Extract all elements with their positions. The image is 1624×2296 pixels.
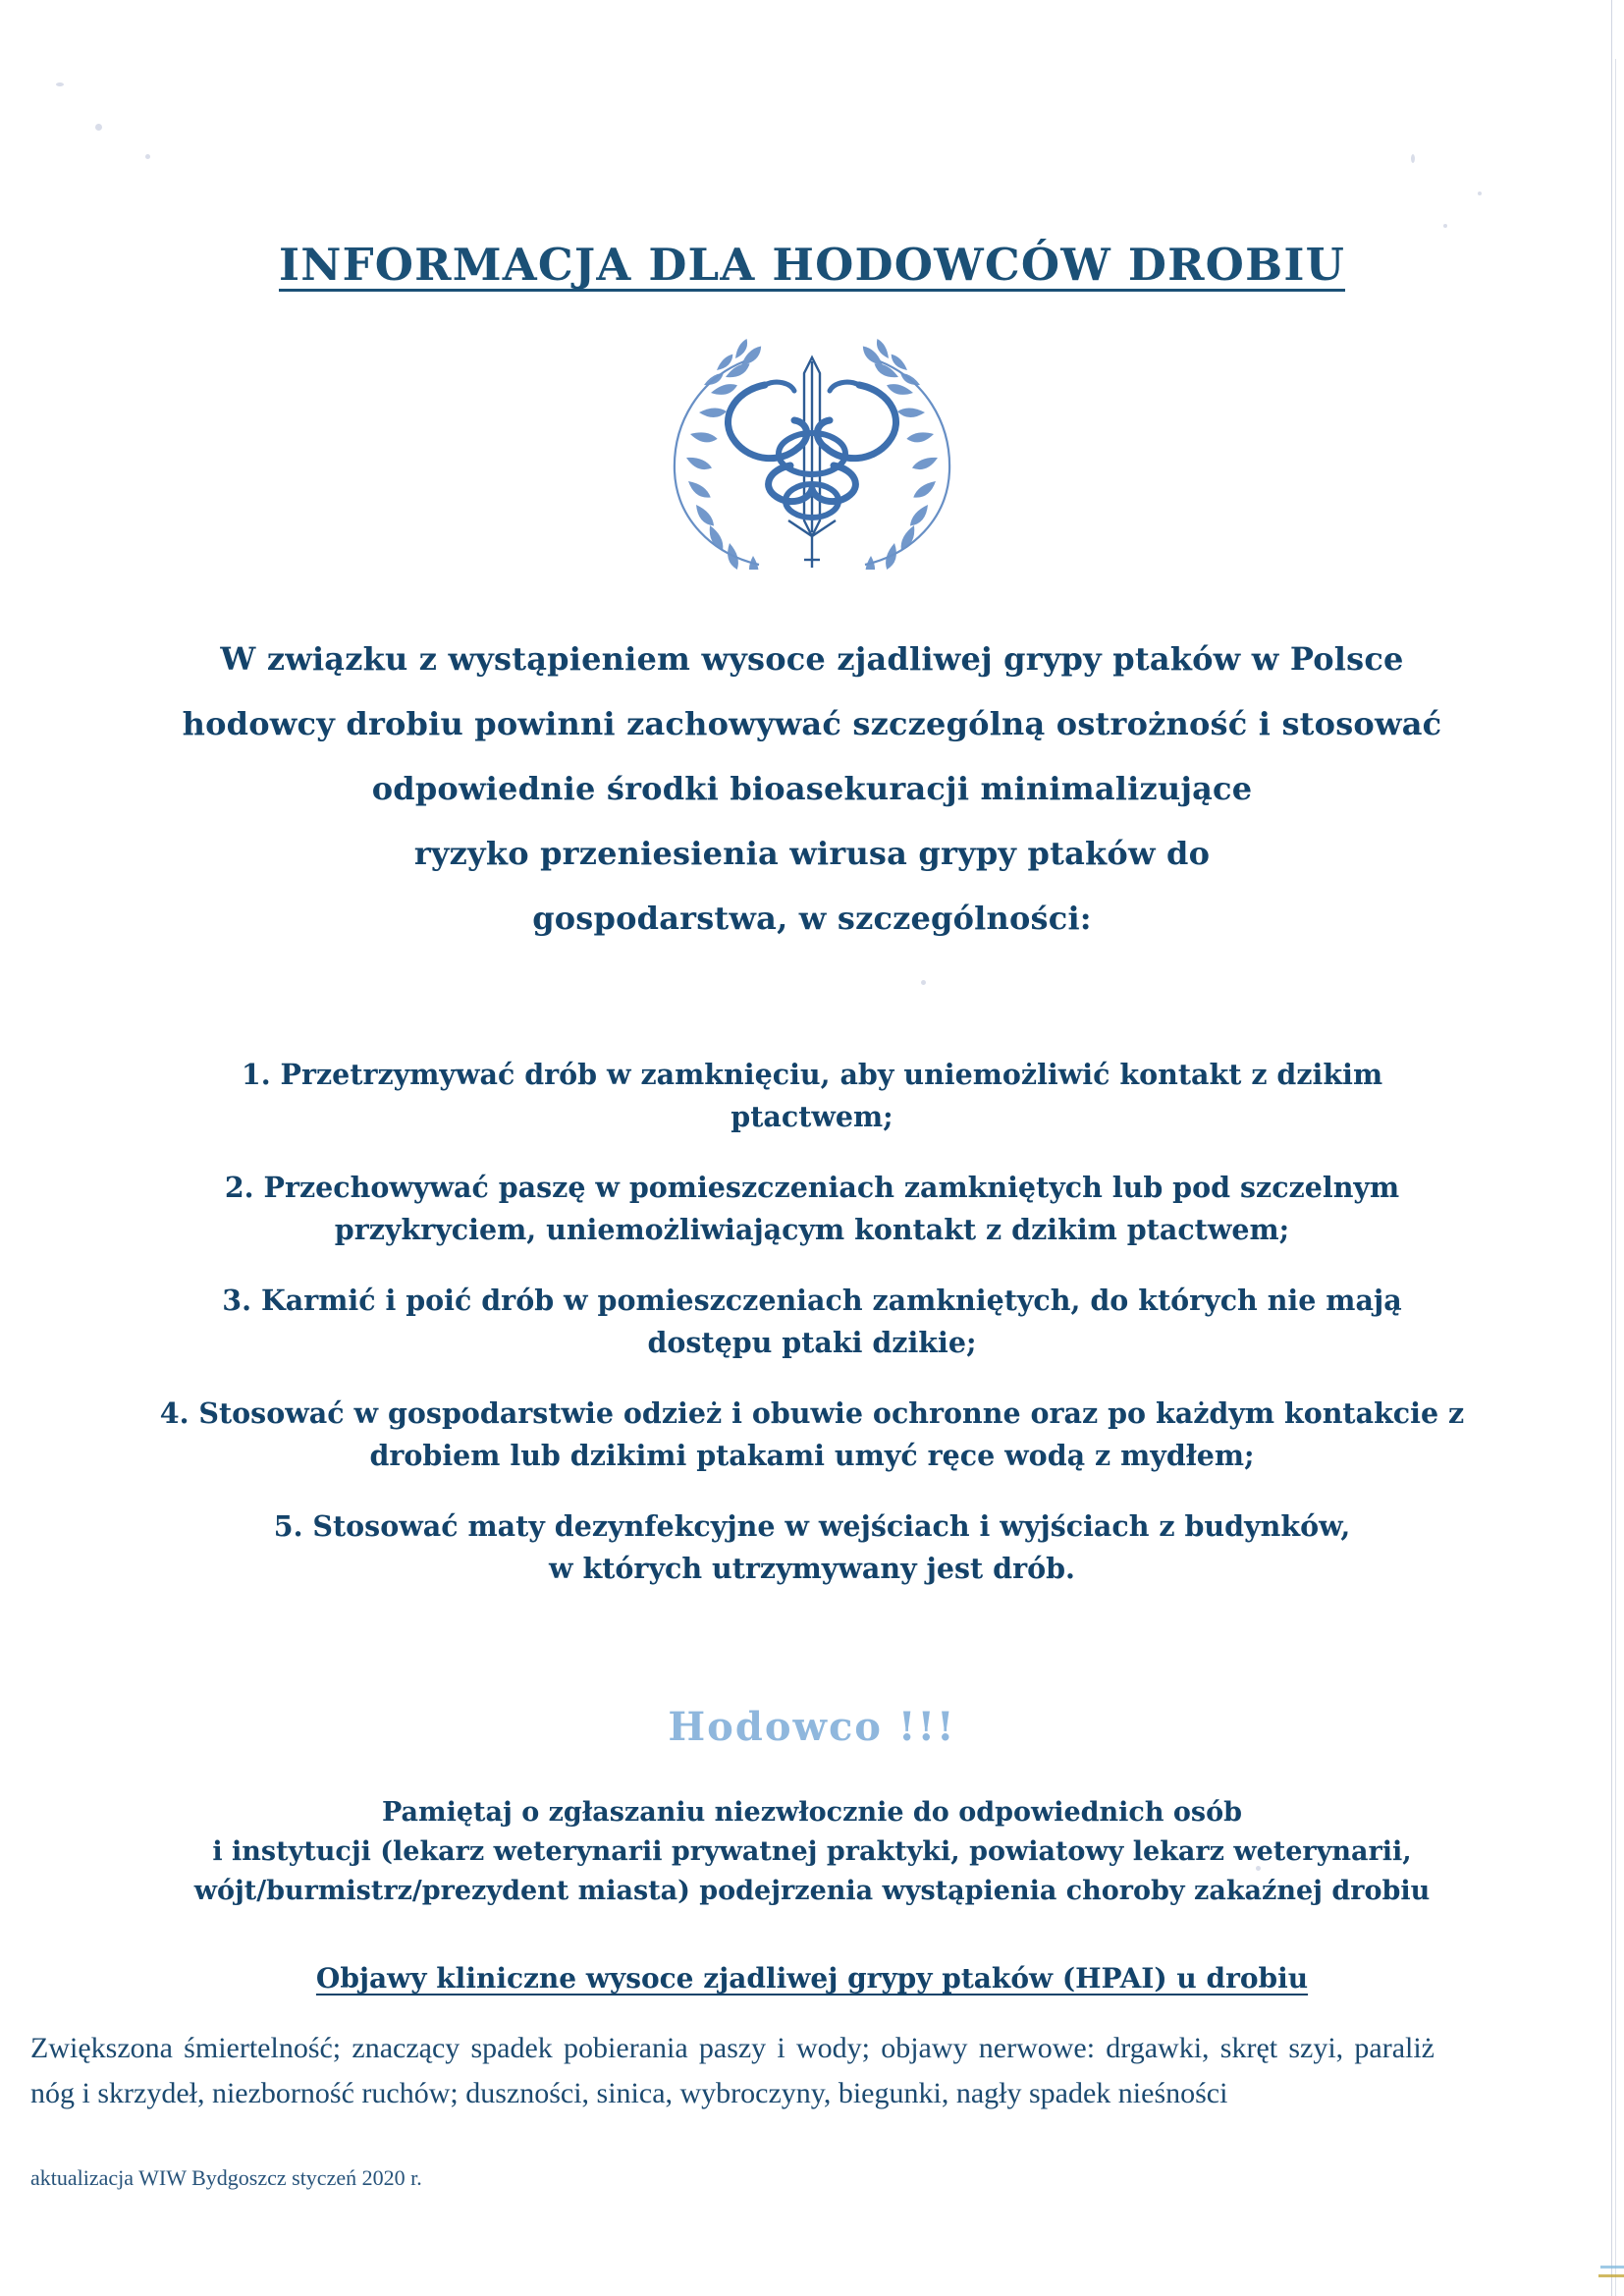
scan-artifact-gold xyxy=(1598,2274,1624,2277)
list-item xyxy=(39,1280,1585,1364)
footer-update-note: aktualizacja WIW Bydgoszcz styczeń 2020 r. xyxy=(30,2165,422,2190)
symptoms-body-text: Zwiększona śmiertelność; znaczący spadek pobierania paszy i wody; objawy nerwowe: drgawki, skręt szyi, paraliż nóg i skrzydeł, niezborność ruchów; duszności, sinica, wybroczyny, biegunki, nagły spadek nieśności xyxy=(30,2032,1435,2109)
scan-speck xyxy=(95,124,102,131)
intro-line: W związku z wystąpieniem wysoce zjadliwej grypy ptaków w Polsce xyxy=(220,640,1404,678)
scan-speck xyxy=(1411,154,1415,163)
intro-line: gospodarstwa, w szczególności: xyxy=(532,900,1092,937)
rule-line: drobiem lub dzikimi ptakami umyć ręce wodą z mydłem; xyxy=(369,1439,1255,1472)
page-title: INFORMACJA DLA HODOWCÓW DROBIU xyxy=(278,239,1346,292)
scan-speck xyxy=(1478,191,1482,195)
list-item xyxy=(39,1505,1585,1590)
intro-paragraph xyxy=(0,627,1624,951)
rule-line: w których utrzymywany jest drób. xyxy=(549,1552,1075,1585)
biosecurity-rules-list xyxy=(39,1054,1585,1618)
scan-edge-line-right xyxy=(1611,0,1612,2296)
intro-line: ryzyko przeniesienia wirusa grypy ptaków do xyxy=(413,835,1211,872)
rule-line: 2. Przechowywać paszę w pomieszczeniach zamkniętych lub pod szczelnym xyxy=(224,1171,1400,1204)
report-line: i instytucji (lekarz weterynarii prywatnej praktyki, powiatowy lekarz weterynarii, xyxy=(212,1836,1412,1867)
list-item xyxy=(39,1393,1585,1477)
veterinary-caduceus-laurel-wreath-icon xyxy=(616,326,1008,570)
symptoms-heading: Objawy kliniczne wysoce zjadliwej grypy ptaków (HPAI) u drobiu xyxy=(315,1962,1309,1995)
scan-speck xyxy=(1443,224,1447,228)
scan-artifact-blue xyxy=(1600,2266,1624,2269)
report-line: Pamiętaj o zgłaszaniu niezwłocznie do odpowiednich osób xyxy=(381,1797,1242,1828)
rule-line: 4. Stosować w gospodarstwie odzież i obuwie ochronne oraz po każdym kontakcie z xyxy=(159,1396,1465,1430)
list-item xyxy=(39,1054,1585,1138)
scan-speck xyxy=(921,980,926,985)
scan-edge-line-right-secondary xyxy=(1615,59,1616,2296)
rule-line: dostępu ptaki dzikie; xyxy=(647,1326,977,1359)
scan-speck xyxy=(56,82,64,86)
rule-line: przykryciem, uniemożliwiającym kontakt z dzikim ptactwem; xyxy=(334,1213,1290,1246)
rule-line: 1. Przetrzymywać drób w zamknięciu, aby uniemożliwić kontakt z dzikim xyxy=(241,1058,1383,1091)
list-item xyxy=(39,1167,1585,1251)
reporting-obligation-paragraph xyxy=(0,1793,1624,1911)
scan-speck xyxy=(145,154,150,159)
rule-line: ptactwem; xyxy=(731,1100,893,1133)
breeder-callout-heading: Hodowco !!! xyxy=(668,1704,956,1750)
rule-line: 3. Karmić i poić drób w pomieszczeniach zamkniętych, do których nie mają xyxy=(222,1284,1402,1317)
rule-line: 5. Stosować maty dezynfekcyjne w wejściach i wyjściach z budynków, xyxy=(273,1509,1351,1543)
intro-line: hodowcy drobiu powinni zachowywać szczególną ostrożność i stosować xyxy=(182,705,1442,742)
intro-line: odpowiednie środki bioasekuracji minimalizujące xyxy=(371,770,1253,807)
report-line: wójt/burmistrz/prezydent miasta) podejrzenia wystąpienia choroby zakaźnej drobiu xyxy=(193,1876,1431,1906)
